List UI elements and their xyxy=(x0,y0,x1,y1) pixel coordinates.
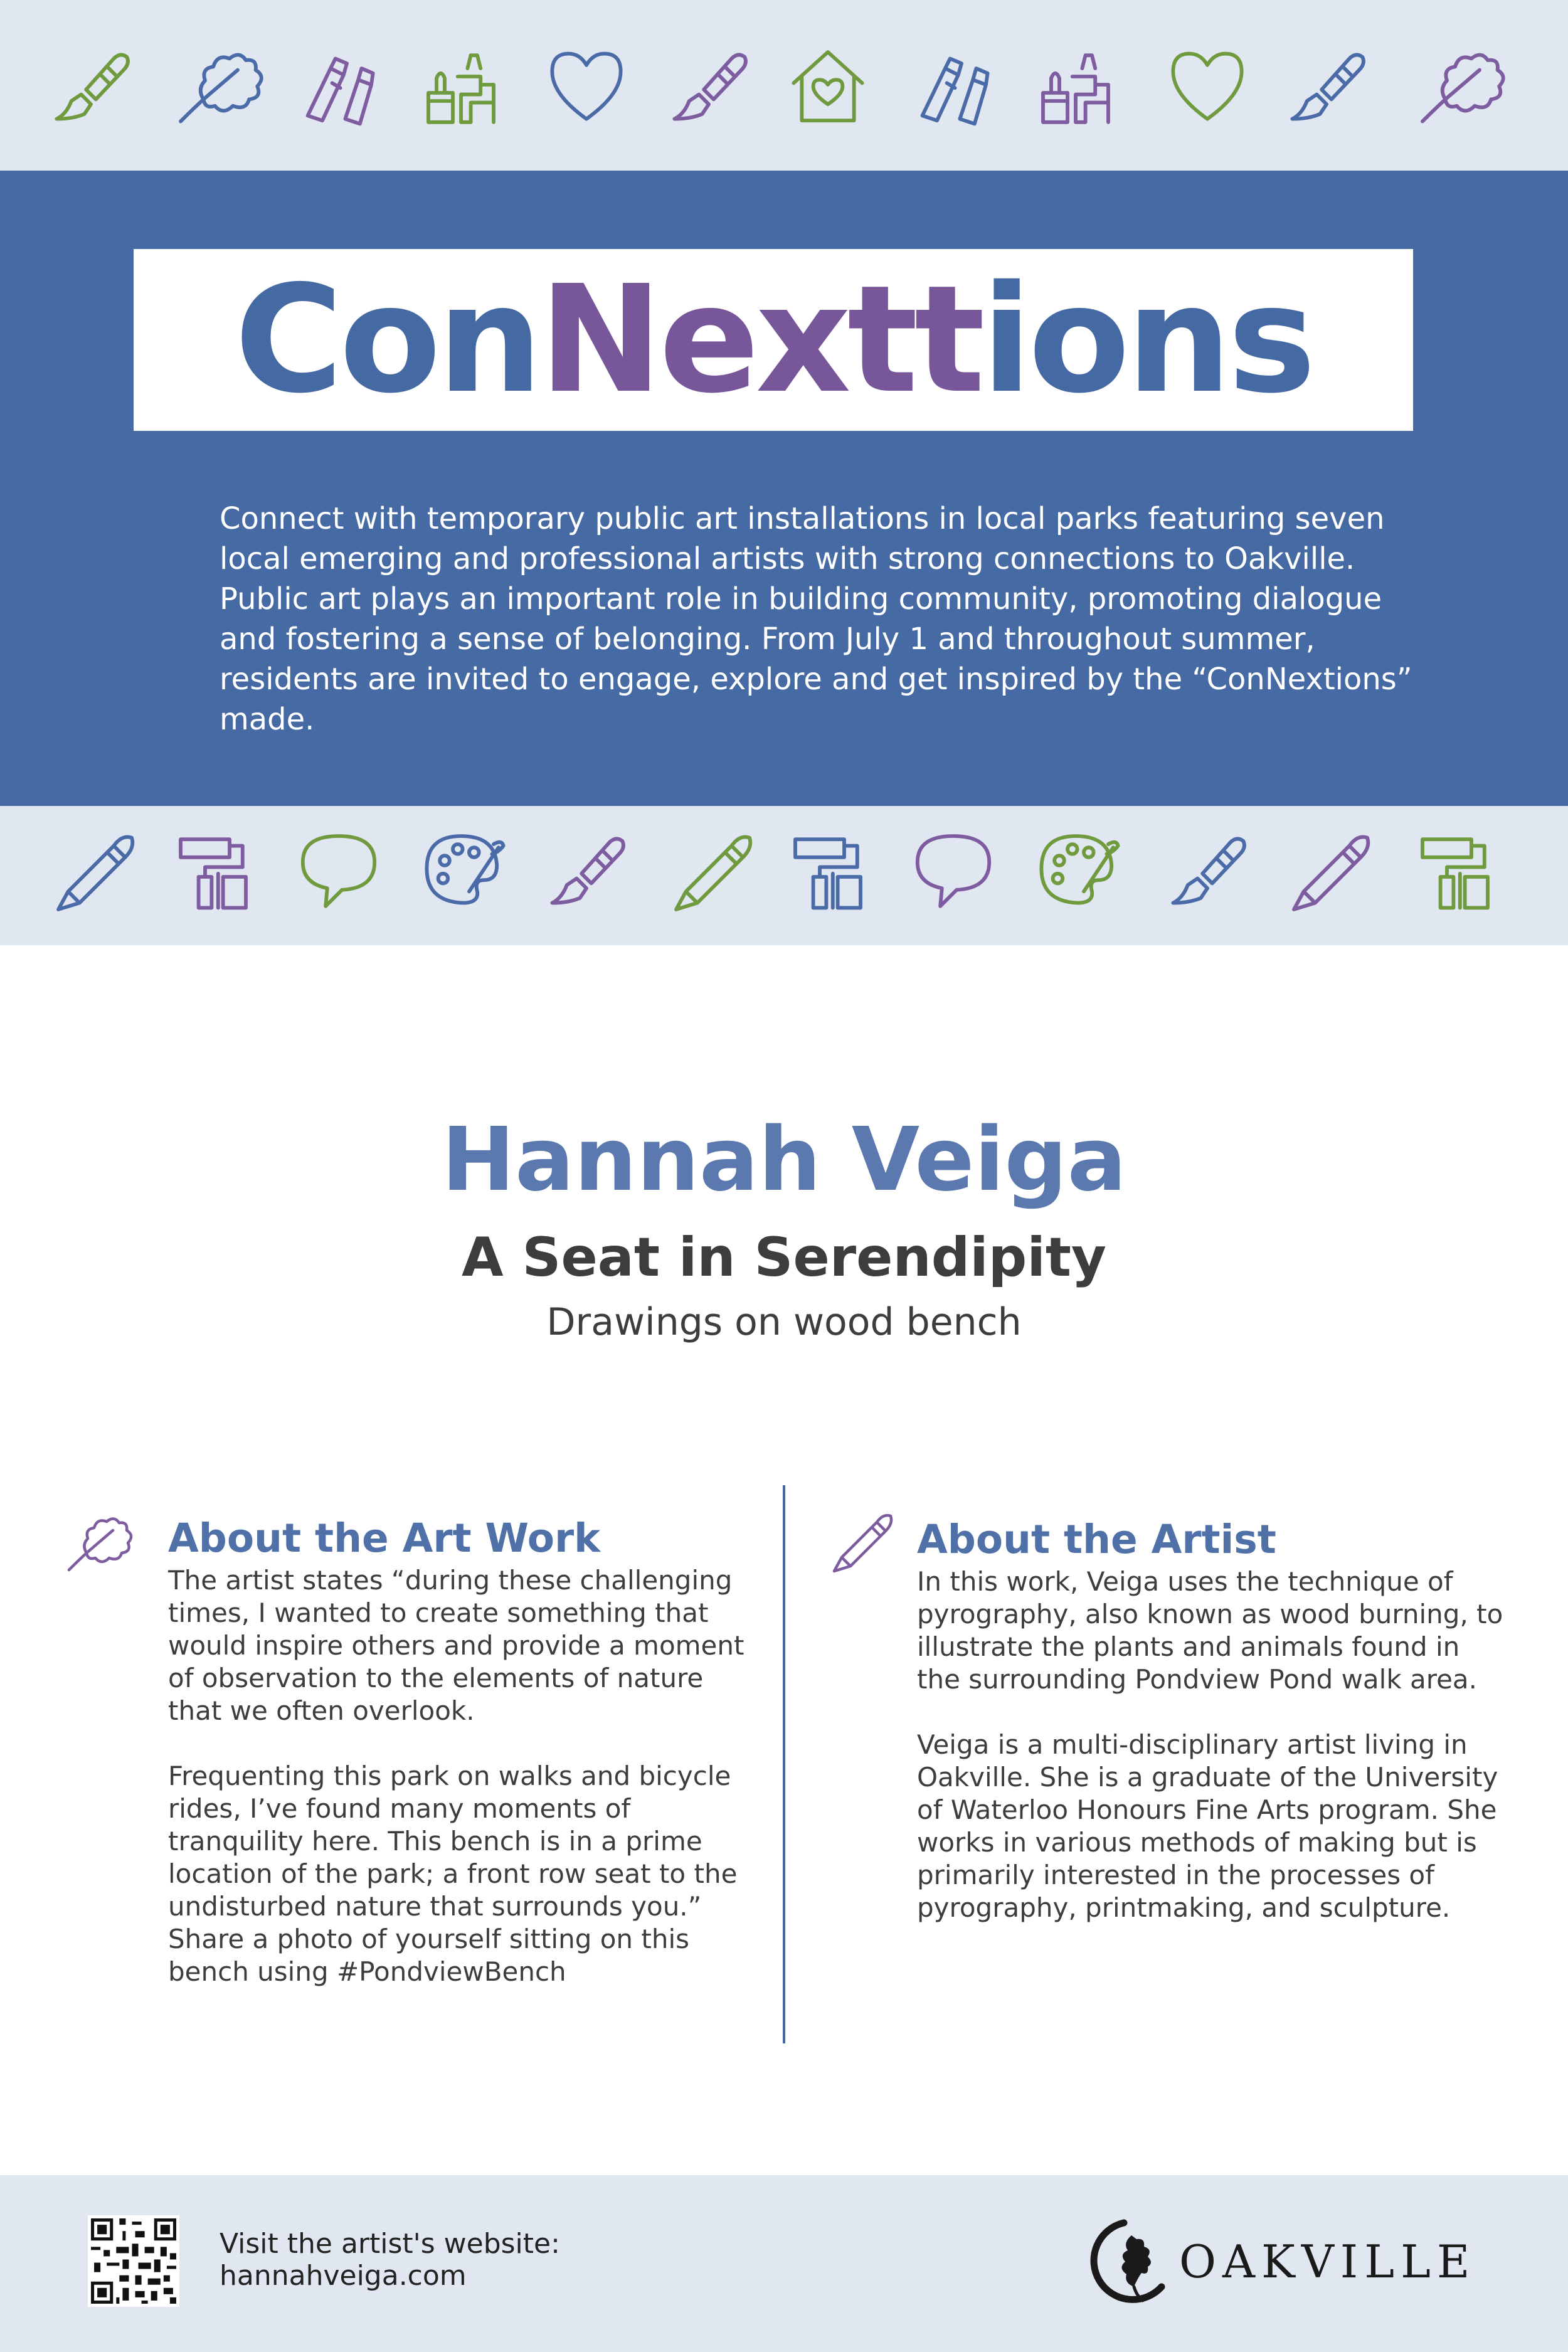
intro-paragraph: Connect with temporary public art installations in local parks featuring seven local emerging and professional artists with strong connections to Oakville. Public art plays an important role in building community, promoting dialogue and fostering a sense of belonging. From July 1 and throughout summer, residents are invited to engage, explore and get inspired by the “ConNextions” made. xyxy=(220,501,1412,737)
paint-tools-icon xyxy=(420,44,502,125)
about-art-work-heading: About the Art Work xyxy=(168,1515,601,1561)
paintbrush-icon xyxy=(668,44,750,125)
page-title xyxy=(134,249,1413,431)
paintbrush-icon xyxy=(546,828,627,909)
qr-code[interactable] xyxy=(88,2215,179,2307)
paintbrush-icon xyxy=(1286,44,1367,125)
about-artist-heading: About the Artist xyxy=(917,1517,1276,1562)
title-part-next: Next xyxy=(539,253,914,426)
pen-brush-icon xyxy=(828,1508,897,1577)
oakville-logo-text: OAKVILLE xyxy=(1179,2235,1476,2288)
speech-bubble-icon xyxy=(913,828,994,909)
about-artist-paragraph-2: Veiga is a multi-disciplinary artist living in Oakville. She is a graduate of the University of Waterloo Honours Fine Arts program. She works in various methods of making but is primarily interested in the processes of pyrography, printmaking, and sculpture. xyxy=(917,1729,1498,1923)
paintbrush-icon xyxy=(1167,828,1248,909)
oak-leaf-icon xyxy=(63,1510,138,1573)
speech-bubble-icon xyxy=(298,828,379,909)
house-heart-icon xyxy=(787,44,869,125)
heart-icon xyxy=(1167,44,1248,125)
pen-brush-icon xyxy=(668,828,750,909)
about-artist-body xyxy=(917,1565,1507,1957)
paint-roller-icon xyxy=(172,828,254,909)
about-art-work-body xyxy=(168,1564,758,2021)
column-divider xyxy=(783,1485,785,2043)
top-icon-row xyxy=(0,44,1568,132)
about-artist-paragraph-1: In this work, Veiga uses the technique of pyrography, also known as wood burning, to illustrate the plants and animals found in the surrounding Pondview Pond walk area. xyxy=(917,1566,1503,1695)
oak-leaf-icon xyxy=(1414,44,1496,125)
paint-roller-icon xyxy=(787,828,869,909)
about-art-work-paragraph-1: The artist states “during these challenging times, I wanted to create something that would inspire others and provide a moment of observation to the elements of nature that we often overlook. xyxy=(168,1565,744,1726)
palette-icon xyxy=(1035,828,1116,909)
oak-leaf-icon xyxy=(172,44,254,125)
paint-tools-icon xyxy=(1035,44,1116,125)
about-art-work-paragraph-2: Frequenting this park on walks and bicycle rides, I’ve found many moments of tranquility here. This bench is in a prime location of the park; a front row seat to the undisturbed nature that surrounds you.” Share a photo of yourself sitting on this bench using #PondviewBench xyxy=(168,1761,738,1987)
paint-roller-icon xyxy=(1414,828,1496,909)
website-label: Visit the artist's website: xyxy=(220,2228,560,2260)
pen-brush-icon xyxy=(50,828,132,909)
paint-tubes-icon xyxy=(298,44,379,125)
paint-tubes-icon xyxy=(913,44,994,125)
website-link[interactable]: hannahveiga.com xyxy=(220,2260,467,2292)
artist-name: Hannah Veiga xyxy=(441,1109,1127,1211)
heart-icon xyxy=(546,44,627,125)
paintbrush-icon xyxy=(50,44,132,125)
middle-icon-row xyxy=(0,828,1568,916)
palette-icon xyxy=(420,828,502,909)
artwork-title: A Seat in Serendipity xyxy=(462,1226,1106,1289)
artwork-medium: Drawings on wood bench xyxy=(546,1300,1022,1344)
pen-brush-icon xyxy=(1286,828,1367,909)
oakville-logo-icon xyxy=(1080,2218,1187,2306)
title-box xyxy=(134,249,1413,431)
title-part-ions: ions xyxy=(981,253,1313,426)
title-letter-t: t xyxy=(914,253,982,426)
title-part-con: Con xyxy=(234,253,539,426)
